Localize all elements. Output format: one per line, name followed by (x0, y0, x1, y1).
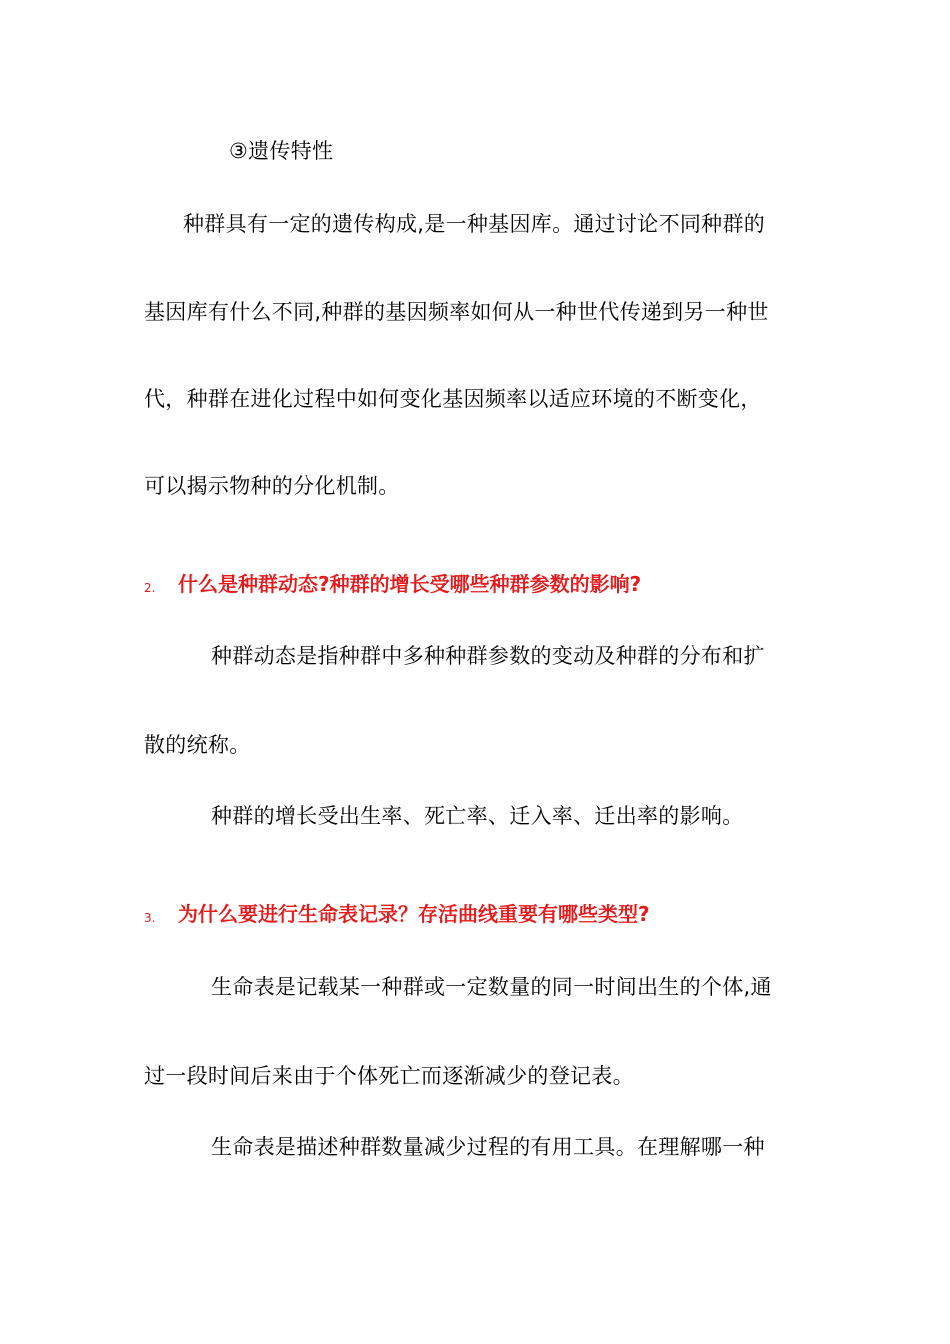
question-2-number: 2. (144, 581, 156, 595)
para1-line-1: 种群具有一定的遗传构成,是一种基因库。通过讨论不同种群的 (183, 212, 766, 236)
q2-answer1-line-1: 种群动态是指种群中多种种群参数的变动及种群的分布和扩 (211, 644, 765, 668)
question-2-title: 什么是种群动态?种群的增长受哪些种群参数的影响? (178, 572, 642, 596)
q2-answer2: 种群的增长受出生率、死亡率、迁入率、迁出率的影响。 (211, 804, 744, 828)
para1-line-3: 代，种群在进化过程中如何变化基因频率以适应环境的不断变化， (144, 387, 762, 411)
q3-answer1-line-2: 过一段时间后来由于个体死亡而逐渐减少的登记表。 (144, 1064, 634, 1088)
q3-answer2: 生命表是描述种群数量减少过程的有用工具。在理解哪一种 (211, 1135, 765, 1159)
question-3-title: 为什么要进行生命表记录？存活曲线重要有哪些类型? (178, 902, 650, 926)
para1-line-2: 基因库有什么不同,种群的基因频率如何从一种世代传递到另一种世 (144, 300, 769, 324)
q2-answer1-line-2: 散的统称。 (144, 733, 251, 757)
section-title: ③遗传特性 (229, 139, 334, 163)
question-3-number: 3. (144, 911, 156, 925)
q3-answer1-line-1: 生命表是记载某一种群或一定数量的同一时间出生的个体,通 (211, 975, 772, 999)
para1-line-4: 可以揭示物种的分化机制。 (144, 474, 400, 498)
